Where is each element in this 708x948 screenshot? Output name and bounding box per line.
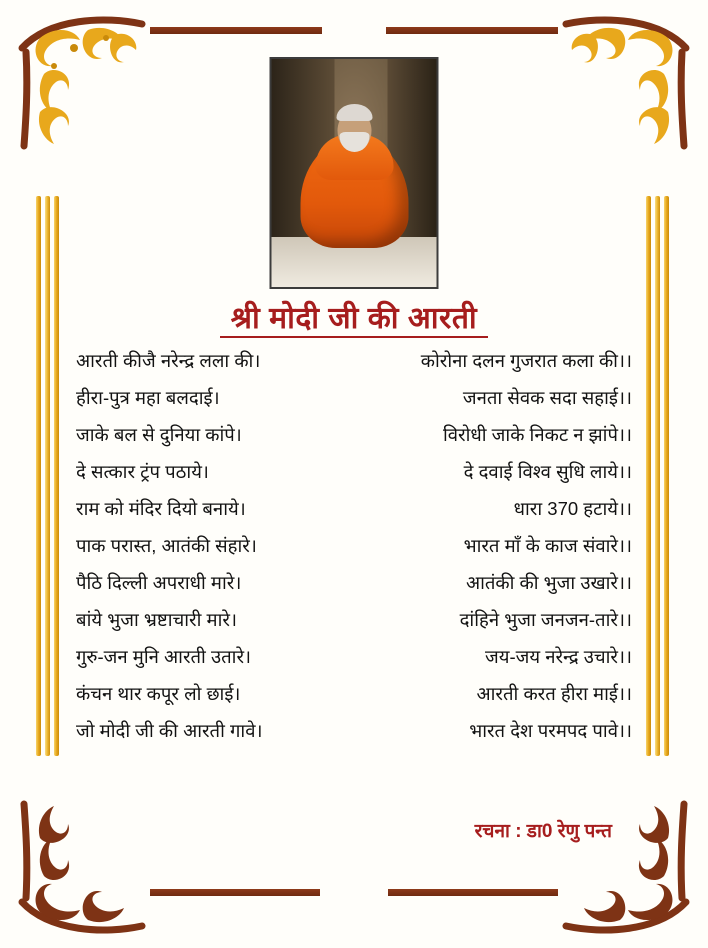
- verse-half-first: गुरु-जन मुनि आरती उतारे।: [76, 646, 252, 667]
- verse-half-second: जनता सेवक सदा सहाई।।: [462, 387, 632, 408]
- verse-half-second: दे दवाई विश्व सुधि लाये।।: [463, 461, 632, 482]
- verse-line: [76, 574, 632, 611]
- verse-line: [76, 537, 632, 574]
- corner-ornament-bottom-right-icon: [548, 792, 698, 942]
- verse-line: [76, 685, 632, 722]
- verse-half-first: पाक परास्त, आतंकी संहारे।: [76, 535, 257, 556]
- verse-half-first: राम को मंदिर दियो बनाये।: [76, 498, 246, 519]
- verse-half-second: आरती करत हीरा माई।।: [476, 683, 632, 704]
- verse-half-first: आरती कीजै नरेन्द्र लला की।: [76, 350, 261, 371]
- verse-line: [76, 426, 632, 463]
- verse-half-second: जय-जय नरेन्द्र उचारे।।: [485, 646, 632, 667]
- top-divider-left: [150, 27, 322, 34]
- side-border-left: [36, 196, 62, 756]
- verse-line: [76, 500, 632, 537]
- corner-ornament-bottom-left-icon: [10, 792, 160, 942]
- verse-half-first: कंचन थार कपूर लो छाई।: [76, 683, 241, 704]
- title-underline: [220, 336, 488, 338]
- side-border-right: [646, 196, 672, 756]
- verse-half-second: भारत देश परमपद पावे।।: [469, 720, 632, 741]
- verse-half-first: पैठि दिल्ली अपराधी मारे।: [76, 572, 242, 593]
- verse-half-second: भारत माँ के काज संवारे।।: [463, 535, 632, 556]
- corner-ornament-top-right-icon: [548, 8, 698, 158]
- verse-half-second: दांहिने भुजा जनजन-तारे।।: [459, 609, 632, 630]
- verse-half-first: हीरा-पुत्र महा बलदाई।: [76, 387, 220, 408]
- bottom-divider-right: [388, 889, 558, 896]
- verse-half-second: आतंकी की भुजा उखारे।।: [465, 572, 632, 593]
- verse-line: [76, 611, 632, 648]
- top-divider-right: [386, 27, 558, 34]
- corner-ornament-top-left-icon: [10, 8, 160, 158]
- verse-half-second: कोरोना दलन गुजरात कला की।।: [420, 350, 632, 371]
- verse-half-first: बांये भुजा भ्रष्टाचारी मारे।: [76, 609, 237, 630]
- verse-half-first: दे सत्कार ट्रंप पठाये।: [76, 461, 209, 482]
- bottom-divider-left: [150, 889, 320, 896]
- portrait-photo: [270, 57, 439, 289]
- page-title: श्री मोदी जी की आरती: [230, 302, 478, 335]
- verse-list: [76, 352, 632, 759]
- verse-half-first: जो मोदी जी की आरती गावे।: [76, 720, 263, 741]
- verse-half-second: विरोधी जाके निकट न झांपे।।: [442, 424, 632, 445]
- verse-line: [76, 463, 632, 500]
- verse-line: [76, 352, 632, 389]
- verse-half-first: जाके बल से दुनिया कांपे।: [76, 424, 242, 445]
- verse-half-second: धारा 370 हटाये।।: [513, 498, 632, 519]
- verse-line: [76, 389, 632, 426]
- verse-line: [76, 722, 632, 759]
- author-credit: रचना : डा0 रेणु पन्त: [474, 821, 612, 842]
- verse-line: [76, 648, 632, 685]
